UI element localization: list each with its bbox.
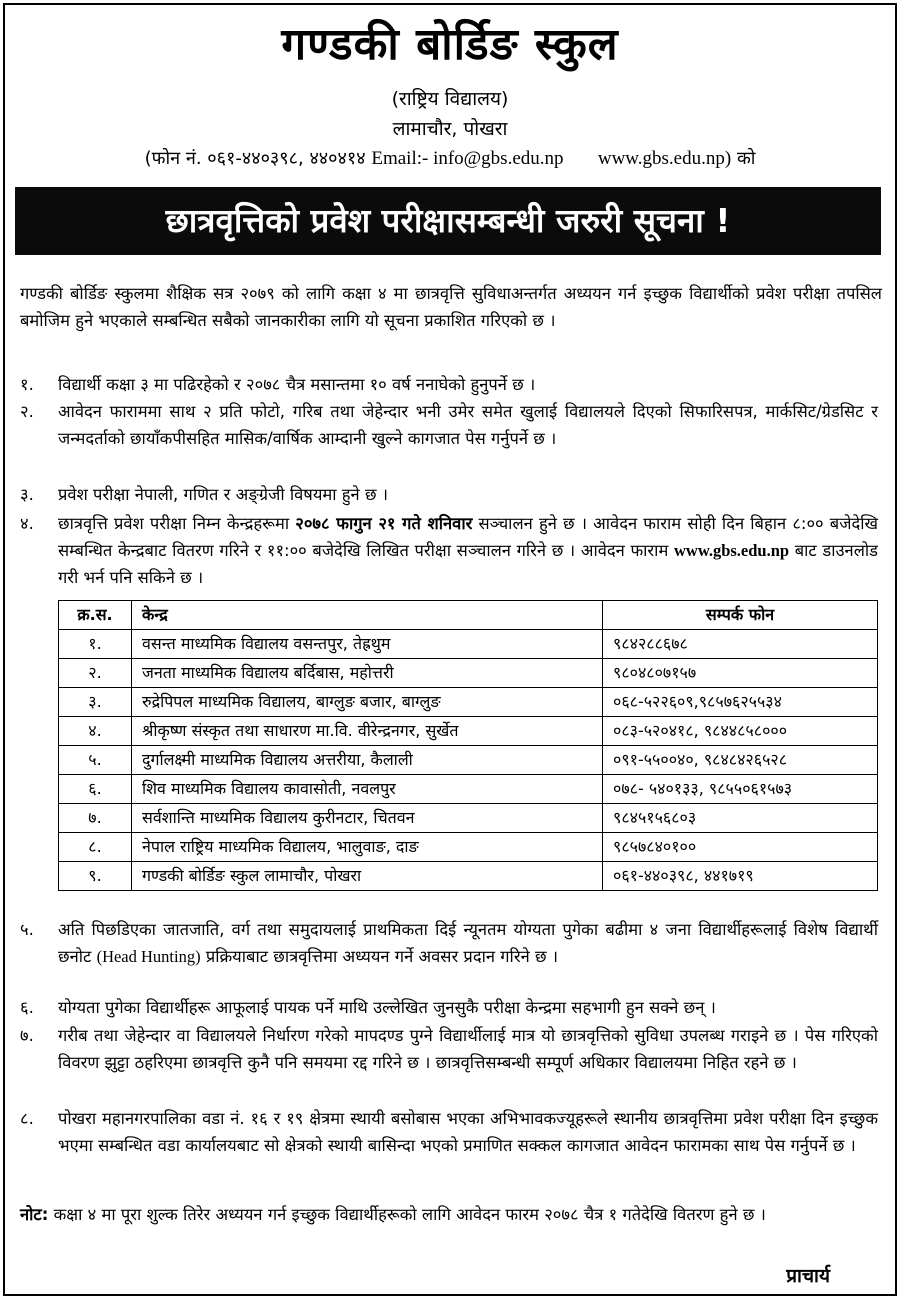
contact-phone: (फोन नं. ०६१-४४०३९८, ४४०४१४ bbox=[144, 148, 366, 169]
col-header-center: केन्द्र bbox=[132, 601, 603, 630]
list-item-number: २. bbox=[20, 402, 34, 421]
table-row bbox=[59, 630, 878, 659]
cell-center: दुर्गालक्ष्मी माध्यमिक विद्यालय अत्तरीया, कैलाली bbox=[132, 746, 603, 775]
list-item-text: विद्यार्थी कक्षा ३ मा पढिरहेको र २०७८ चैत्र मसान्तमा १० वर्ष ननाघेको हुनुपर्ने छ । bbox=[58, 375, 536, 394]
cell-sn: ९. bbox=[59, 862, 132, 891]
cell-center: नेपाल राष्ट्रिय माध्यमिक विद्यालय, भालुवाङ, दाङ bbox=[132, 833, 603, 862]
table-row bbox=[59, 688, 878, 717]
cell-phone: ०७८- ५४०१३३, ९८५५०६१५७३ bbox=[603, 775, 878, 804]
table-row bbox=[59, 746, 878, 775]
note-paragraph bbox=[20, 1201, 882, 1228]
table-row bbox=[59, 862, 878, 891]
list-item-text: आवेदन फाराममा साथ २ प्रति फोटो, गरिब तथा जेहेन्दार भनी उमेर समेत खुलाई विद्यालयले दिएको सिफारिसपत्र, मार्कसिट/ग्रेडसिट र जन्मदर्ताको छायाँकपीसहित मासिक/वार्षिक आम्दानी खुल्ने कागजात पेस गर्नुपर्ने छ । bbox=[58, 402, 878, 448]
cell-center: वसन्त माध्यमिक विद्यालय वसन्तपुर, तेह्रथुम bbox=[132, 630, 603, 659]
download-website[interactable]: www.gbs.edu.np bbox=[673, 541, 790, 560]
cell-sn: ५. bbox=[59, 746, 132, 775]
table-row bbox=[59, 659, 878, 688]
download-text: बाट डाउनलोड गरी भर्न पनि सकिने छ । bbox=[58, 541, 878, 587]
cell-phone: ९८०४८०७१५७ bbox=[603, 659, 878, 688]
list-item-text: योग्यता पुगेका विद्यार्थीहरू आफूलाई पायक पर्ने माथि उल्लेखित जुनसुकै परीक्षा केन्द्रमा सहभागी हुन सक्ने छन् । bbox=[58, 998, 716, 1017]
head-hunting-intro: अति पिछडिएका जातजाति, वर्ग तथा समुदायलाई प्राथमिकता दिई न्यूनतम योग्यता पुगेका बढीमा ४ जना विद्यार्थीहरूलाई विशेष विद्यार्थी छनोट bbox=[58, 920, 878, 966]
school-subtitle: (राष्ट्रिय विद्यालय) bbox=[391, 88, 509, 110]
list-item-number: १. bbox=[20, 375, 34, 394]
list-item-text bbox=[58, 510, 878, 591]
col-header-sn: क्र.स. bbox=[59, 601, 132, 630]
table-row bbox=[59, 804, 878, 833]
table-row bbox=[59, 833, 878, 862]
cell-phone: ९८४५१५६८०३ bbox=[603, 804, 878, 833]
head-hunting-rest: प्रक्रियाबाट छात्रवृत्तिमा अध्ययन गर्ने अवसर प्रदान गरिने छ । bbox=[205, 947, 559, 966]
cell-center: रुद्रेपिपल माध्यमिक विद्यालय, बाग्लुङ बजार, बाग्लुङ bbox=[132, 688, 603, 717]
contact-suffix: को bbox=[736, 148, 756, 169]
note-text: कक्षा ४ मा पूरा शुल्क तिरेर अध्ययन गर्न इच्छुक विद्यार्थीहरूको लागि आवेदन फारम २०७८ चैत्र १ गतेदेखि वितरण हुने छ । bbox=[53, 1205, 766, 1224]
exam-date: २०७८ फागुन २१ गते शनिवार bbox=[295, 514, 473, 533]
table-row bbox=[59, 717, 878, 746]
table-row bbox=[59, 775, 878, 804]
exam-intro-text: छात्रवृत्ति प्रवेश परीक्षा निम्न केन्द्रहरूमा bbox=[58, 514, 290, 533]
cell-center: सर्वशान्ति माध्यमिक विद्यालय कुरीनटार, चितवन bbox=[132, 804, 603, 833]
cell-phone: ०८३-५२०४१८, ९८४४८५८००० bbox=[603, 717, 878, 746]
list-item-text: पोखरा महानगरपालिका वडा नं. १६ र १९ क्षेत्रमा स्थायी बसोबास भएका अभिभावकज्यूहरूले स्थानीय छात्रवृत्तिमा प्रवेश परीक्षा दिन इच्छुक भएमा सम्बन्धित वडा कार्यालयबाट सो क्षेत्रको स्थायी बासिन्दा भएको प्रमाणित सक्कल कागजात आवेदन फारामका साथ पेस गर्नुपर्ने छ । bbox=[58, 1109, 878, 1155]
cell-phone: ०६८-५२२६०९,९८५७६२५५३४ bbox=[603, 688, 878, 717]
list-item-number: ७. bbox=[20, 1026, 34, 1045]
notice-title-banner: छात्रवृत्तिको प्रवेश परीक्षासम्बन्धी जरुरी सूचना ! bbox=[15, 187, 881, 255]
cell-sn: ८. bbox=[59, 833, 132, 862]
list-item-number: ८. bbox=[20, 1109, 34, 1128]
cell-phone: ९८४२८८६७८ bbox=[603, 630, 878, 659]
table-header-row bbox=[59, 601, 878, 630]
cell-sn: ४. bbox=[59, 717, 132, 746]
cell-center: शिव माध्यमिक विद्यालय कावासोती, नवलपुर bbox=[132, 775, 603, 804]
cell-sn: ६. bbox=[59, 775, 132, 804]
list-item-text: प्रवेश परीक्षा नेपाली, गणित र अङ्ग्रेजी विषयमा हुने छ । bbox=[58, 485, 389, 504]
intro-paragraph: गण्डकी बोर्डिङ स्कुलमा शैक्षिक सत्र २०७९ को लागि कक्षा ४ मा छात्रवृत्ति सुविधाअन्तर्गत अध्ययन गर्न इच्छुक विद्यार्थीको प्रवेश परीक्षा तपसिल बमोजिम हुने भएकाले सम्बन्धित सबैको जानकारीका लागि यो सूचना प्रकाशित गरिएको छ । bbox=[20, 284, 882, 330]
contact-email[interactable]: Email:- info@gbs.edu.np bbox=[371, 148, 564, 169]
contact-website[interactable]: www.gbs.edu.np) bbox=[597, 148, 732, 169]
head-hunting-term: (Head Hunting) bbox=[96, 947, 201, 966]
note-label: नोट: bbox=[20, 1205, 49, 1224]
list-item-number: ५. bbox=[20, 920, 34, 939]
cell-sn: ७. bbox=[59, 804, 132, 833]
cell-phone: ०६१-४४०३९८, ४४१७१९ bbox=[603, 862, 878, 891]
principal-signature-label: प्राचार्य bbox=[786, 1265, 830, 1287]
school-address: लामाचौर, पोखरा bbox=[392, 118, 508, 140]
list-item-text bbox=[58, 916, 878, 970]
cell-center: जनता माध्यमिक विद्यालय बर्दिबास, महोत्तरी bbox=[132, 659, 603, 688]
exam-details-text: सञ्चालन हुने छ । आवेदन फाराम सोही दिन बिहान ८:०० बजेदेखि सम्बन्धित केन्द्रबाट वितरण गरिने र ११:०० बजेदेखि लिखित परीक्षा सञ्चालन गरिने छ । आवेदन फाराम bbox=[58, 514, 878, 560]
cell-phone: ९८५७८४०१०० bbox=[603, 833, 878, 862]
cell-center: श्रीकृष्ण संस्कृत तथा साधारण मा.वि. वीरेन्द्रनगर, सुर्खेत bbox=[132, 717, 603, 746]
cell-sn: १. bbox=[59, 630, 132, 659]
col-header-phone: सम्पर्क फोन bbox=[603, 601, 878, 630]
school-name: गण्डकी बोर्डिङ स्कुल bbox=[281, 19, 619, 70]
list-item-number: ३. bbox=[20, 485, 34, 504]
exam-centers-table bbox=[58, 600, 878, 891]
cell-sn: २. bbox=[59, 659, 132, 688]
list-item-number: ६. bbox=[20, 998, 34, 1017]
cell-phone: ०९१-५५००४०, ९८४८४२६५२८ bbox=[603, 746, 878, 775]
contact-line bbox=[0, 146, 900, 170]
cell-center: गण्डकी बोर्डिङ स्कुल लामाचौर, पोखरा bbox=[132, 862, 603, 891]
list-item-text: गरीब तथा जेहेन्दार वा विद्यालयले निर्धारण गरेको मापदण्ड पुग्ने विद्यार्थीलाई मात्र यो छात्रवृत्तिको सुविधा उपलब्ध गराइने छ । पेस गरिएको विवरण झुट्टा ठहरिएमा छात्रवृत्ति कुनै पनि समयमा रद्द गरिने छ । छात्रवृत्तिसम्बन्धी सम्पूर्ण अधिकार विद्यालयमा निहित रहने छ । bbox=[58, 1026, 878, 1072]
cell-sn: ३. bbox=[59, 688, 132, 717]
list-item-number: ४. bbox=[20, 514, 34, 533]
